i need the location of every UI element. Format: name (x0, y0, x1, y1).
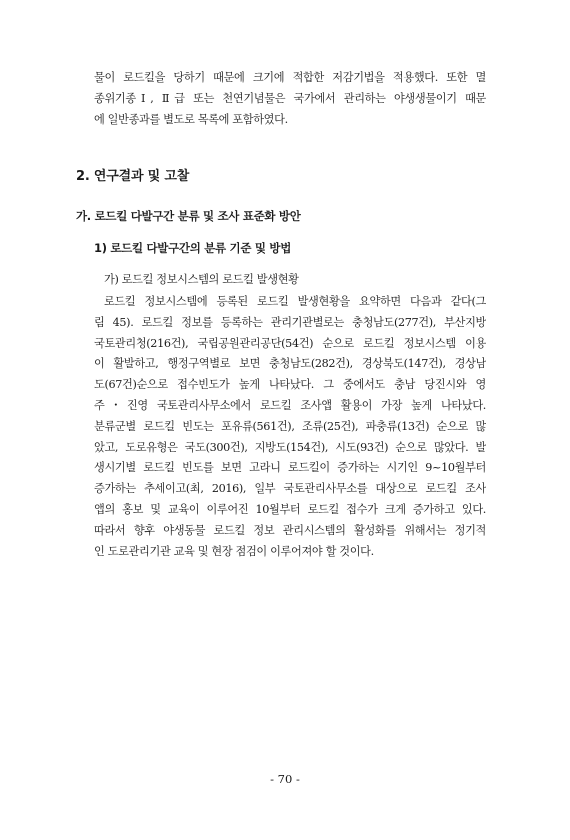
body-line: 도(67건)순으로 접수빈도가 높게 나타났다. 그 중에서도 충남 당진시와 영 (94, 378, 486, 392)
intro-line: 종위기종Ⅰ, Ⅱ급 또는 천연기념물은 국가에서 관리하는 야생생물이기 때문 (94, 91, 486, 105)
body-line: 주・진영 국토관리사무소에서 로드킬 조사앱 활용이 가장 높게 나타났다. (94, 398, 486, 412)
page-number: - 70 - (270, 772, 300, 786)
intro-paragraph (94, 68, 486, 130)
body-line: 분류군별 로드킬 빈도는 포유류(561건), 조류(25건), 파충류(13건) 순으로 많 (94, 419, 486, 433)
body-line: 생시기별 로드킬 빈도를 보면 고라니 로드킬이 증가하는 시기인 9~10월부터 (94, 461, 486, 475)
body-line: 증가하는 추세이고(최, 2016), 일부 국토관리사무소를 대상으로 로드킬 조사 (94, 482, 486, 496)
body-line: 인 도로관리기관 교육 및 현장 점검이 이루어져야 할 것이다. (94, 544, 374, 558)
item-heading: 가) 로드킬 정보시스템의 로드킬 발생현황 (104, 273, 299, 286)
subsection-heading: 가. 로드킬 다발구간 분류 및 조사 표준화 방안 (76, 209, 301, 223)
subsubsection-heading: 1) 로드킬 다발구간의 분류 기준 및 방법 (94, 241, 292, 255)
body-line: 림 45). 로드킬 정보를 등록하는 관리기관별로는 충청남도(277건), 부산지방 (94, 315, 486, 329)
body-line: 이 활발하고, 행정구역별로 보면 충청남도(282건), 경상북도(147건), 경상남 (94, 357, 486, 371)
body-line: 국토관리청(216건), 국립공원관리공단(54건) 순으로 로드킬 정보시스템 이용 (94, 336, 486, 350)
intro-line: 물이 로드킬을 당하기 때문에 크기에 적합한 저감기법을 적용했다. 또한 멸 (94, 71, 486, 84)
body-line: 앱의 홍보 및 교육이 이루어진 10월부터 로드킬 접수가 크게 증가하고 있다. (94, 502, 486, 516)
intro-line: 에 일반종과를 별도로 목록에 포함하였다. (94, 112, 288, 126)
body-line: 로드킬 정보시스템에 등록된 로드킬 발생현황을 요약하면 다음과 같다(그 (104, 295, 486, 308)
body-line: 았고, 도로유형은 국도(300건), 지방도(154건), 시도(93건) 순으로 많았다. 발 (94, 440, 486, 454)
section-heading: 2. 연구결과 및 고찰 (76, 169, 190, 184)
body-paragraph (94, 292, 486, 562)
body-line: 따라서 향후 야생동물 로드킬 정보 관리시스템의 활성화를 위해서는 정기적 (94, 523, 486, 537)
